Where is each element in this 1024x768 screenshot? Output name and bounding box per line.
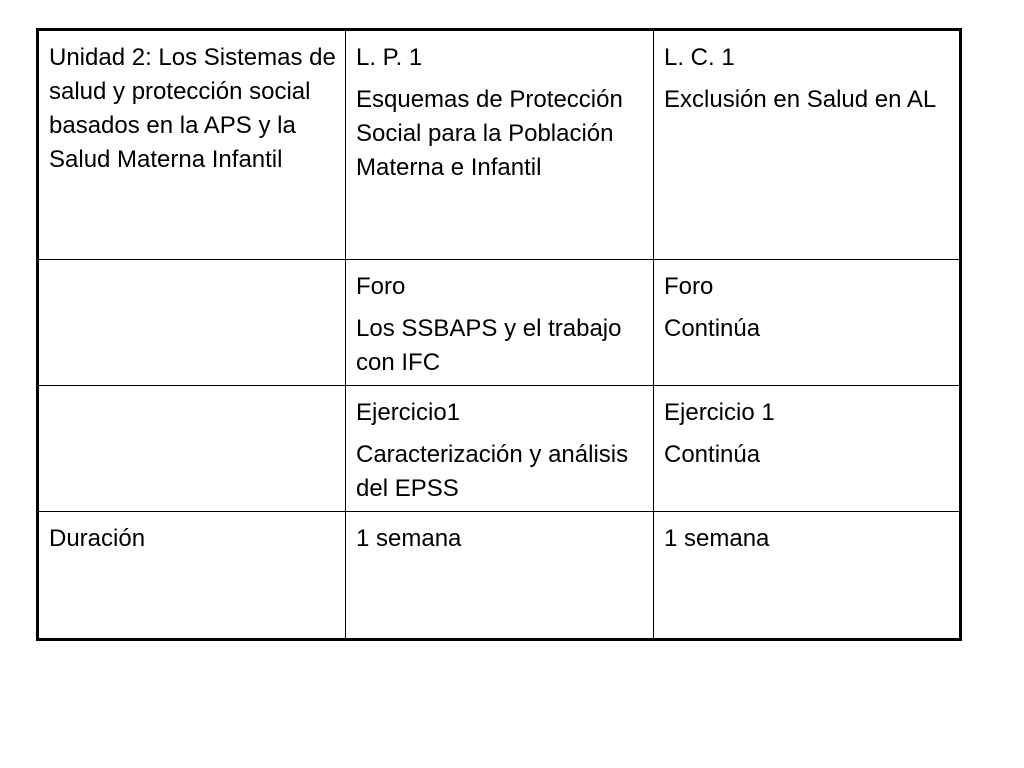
empty-cell	[38, 260, 346, 386]
exercise-cell	[346, 386, 654, 512]
table-row	[38, 30, 961, 260]
course-schedule-table	[36, 28, 962, 641]
lc1-cell	[654, 30, 961, 260]
exercise-continued-title: Ejercicio 1	[664, 399, 775, 426]
lp1-body: Esquemas de Protección Social para la Población Materna e Infantil	[356, 86, 623, 181]
forum-continued-cell	[654, 260, 961, 386]
forum-title: Foro	[356, 273, 406, 300]
exercise-continued-body: Continúa	[664, 441, 761, 468]
lp1-cell	[346, 30, 654, 260]
duration-label-cell: Duración	[38, 512, 346, 640]
exercise-body: Caracterización y análisis del EPSS	[356, 441, 629, 502]
unit-title: Unidad 2: Los Sistemas de salud y protección social basados en la APS y la Salud Materna Infantil	[49, 44, 336, 173]
exercise-continued-cell	[654, 386, 961, 512]
unit-title-cell	[38, 30, 346, 260]
duration-lp-cell: 1 semana	[346, 512, 654, 640]
lp1-title: L. P. 1	[356, 44, 423, 71]
table-row	[38, 386, 961, 512]
duration-lc-cell: 1 semana	[654, 512, 961, 640]
empty-cell	[38, 386, 346, 512]
lc1-body: Exclusión en Salud en AL	[664, 86, 937, 113]
table-row	[38, 260, 961, 386]
forum-body: Los SSBAPS y el trabajo con IFC	[356, 315, 622, 376]
forum-continued-title: Foro	[664, 273, 714, 300]
forum-continued-body: Continúa	[664, 315, 761, 342]
table-row	[38, 512, 961, 640]
lc1-title: L. C. 1	[664, 44, 735, 71]
exercise-title: Ejercicio1	[356, 399, 461, 426]
forum-cell	[346, 260, 654, 386]
